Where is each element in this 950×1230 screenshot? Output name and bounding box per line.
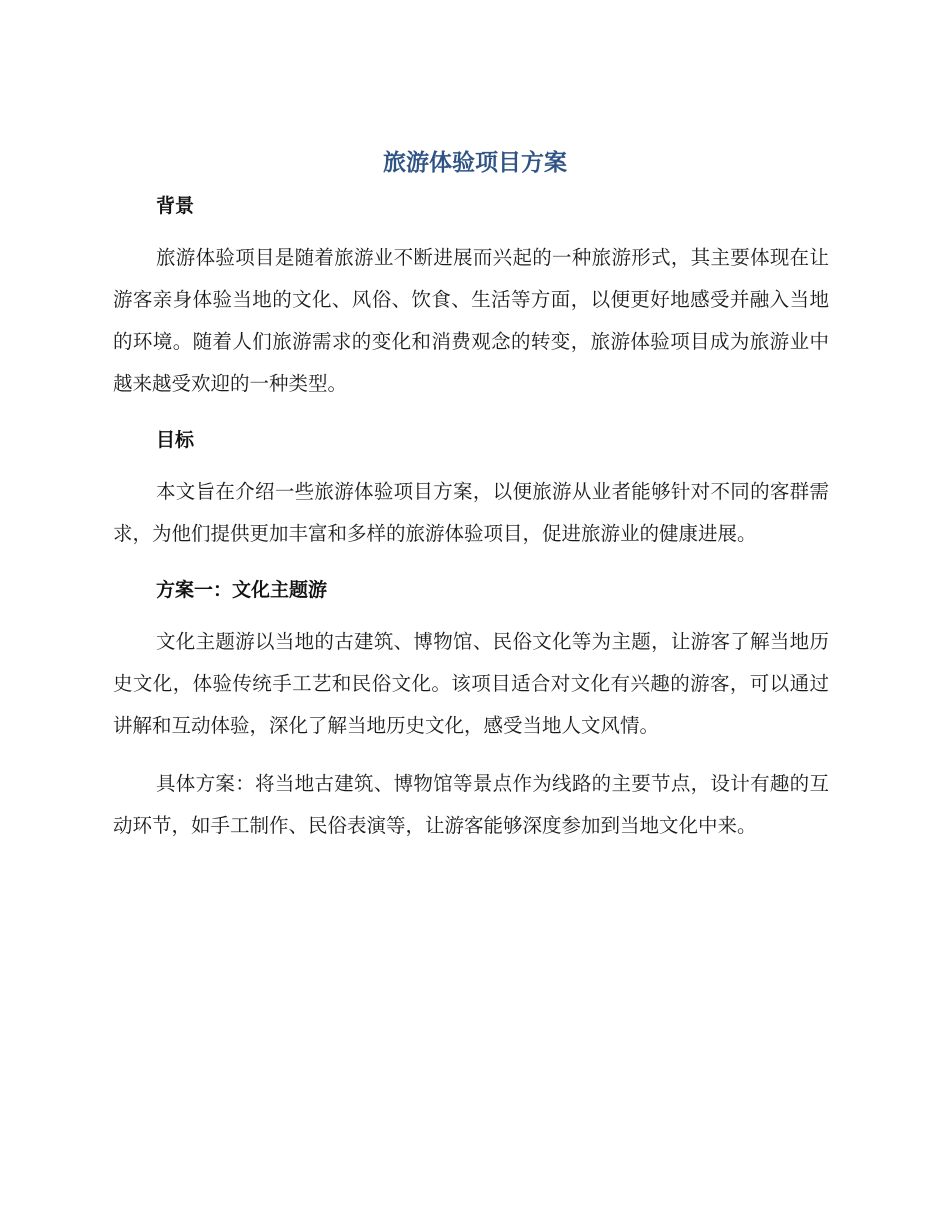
document-title: 旅游体验项目方案	[383, 150, 567, 176]
paragraph-plan-one-intro: 文化主题游以当地的古建筑、博物馆、民俗文化等为主题，让游客了解当地历史文化，体验传统手工艺和民俗文化。该项目适合对文化有兴趣的游客，可以通过讲解和互动体验，深化了解当地历史文化，感受当地人文风情。	[113, 630, 829, 737]
paragraph-plan-one-details: 具体方案：将当地古建筑、博物馆等景点作为线路的主要节点，设计有趣的互动环节，如手工制作、民俗表演等，让游客能够深度参加到当地文化中来。	[113, 772, 829, 837]
section-heading-plan-one: 方案一：文化主题游	[156, 579, 328, 601]
section-heading-background: 背景	[156, 195, 195, 217]
section-heading-goal: 目标	[156, 429, 195, 451]
paragraph-background: 旅游体验项目是随着旅游业不断进展而兴起的一种旅游形式，其主要体现在让游客亲身体验当地的文化、风俗、饮食、生活等方面，以便更好地感受并融入当地的环境。随着人们旅游需求的变化和消费观念的转变，旅游体验项目成为旅游业中越来越受欢迎的一种类型。	[113, 246, 829, 395]
document-body	[113, 187, 829, 847]
paragraph-goal: 本文旨在介绍一些旅游体验项目方案，以便旅游从业者能够针对不同的客群需求，为他们提供更加丰富和多样的旅游体验项目，促进旅游业的健康进展。	[113, 480, 829, 545]
